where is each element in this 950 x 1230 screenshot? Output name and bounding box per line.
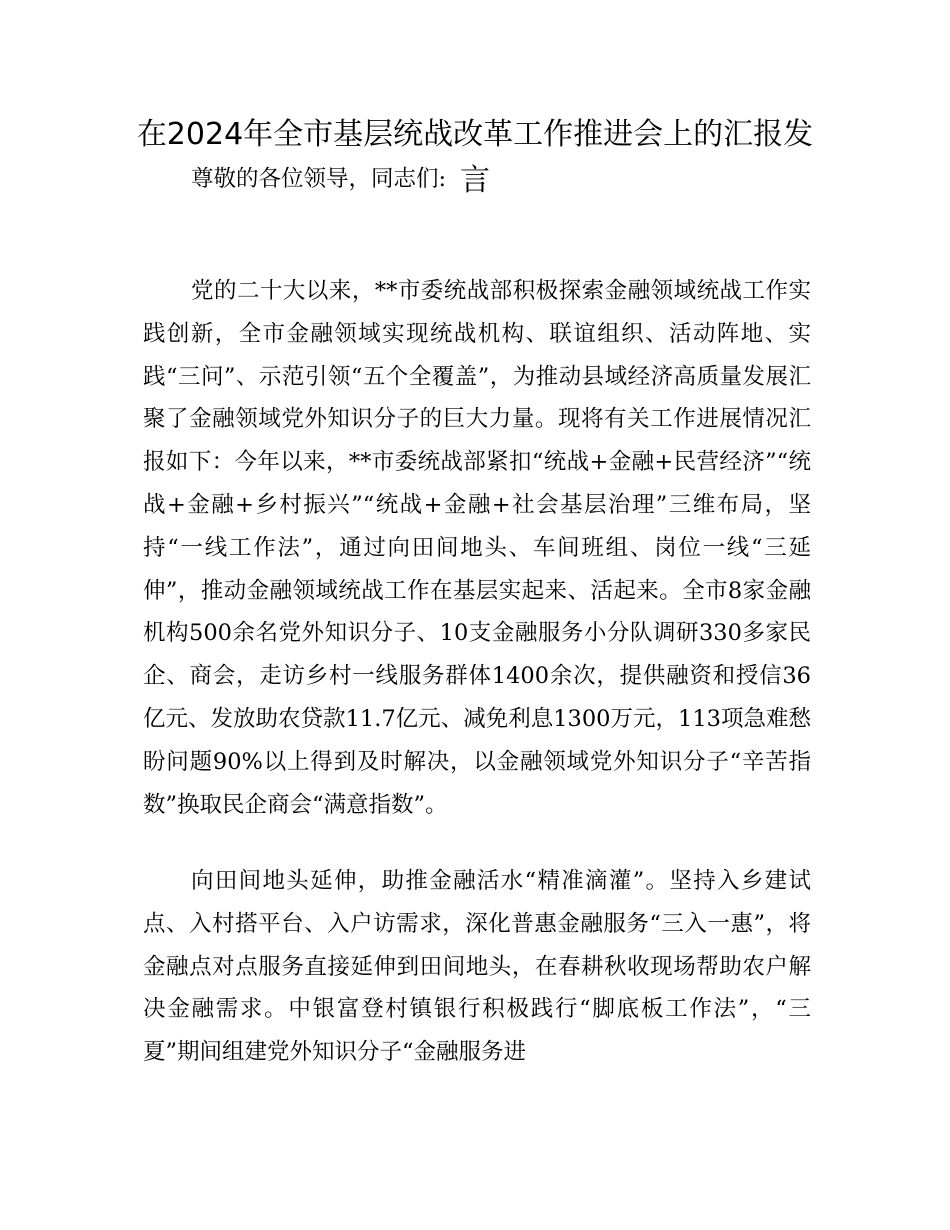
paragraph-2: 向田间地头延伸，助推金融活水“精准滴灌”。坚持入乡建试点、入村搭平台、入户访需求，深化普惠金融服务“三入一惠”，将金融点对点服务直接延伸到田间地头，在春耕秋收现场帮助农户解决金融需求。中银富登村镇银行积极践行“脚底板工作法”，“三夏”期间组建党外知识分子“金融服务进 — [143, 868, 811, 1066]
salutation: 尊敬的各位领导，同志们: — [191, 166, 447, 192]
document-title: 在2024年全市基层统战改革工作推进会上的汇报发言 — [136, 117, 814, 198]
paragraph-1: 党的二十大以来，**市委统战部积极探索金融领域统战工作实践创新，全市金融领域实现统战机构、联谊组织、活动阵地、实践“三问”、示范引领“五个全覆盖”，为推动县域经济高质量发展汇聚了金融领域党外知识分子的巨大力量。现将有关工作进展情况汇报如下：今年以来，**市委统战部紧扣“统战+金融+民营经济”“统战+金融+乡村振兴”“统战+金融+社会基层治理”三维布局，坚持“一线工作法”，通过向田间地头、车间班组、岗位一线“三延伸”，推动金融领域统战工作在基层实起来、活起来。全市8家金融机构500余名党外知识分子、10支金融服务小分队调研330多家民企、商会，走访乡村一线服务群体1400余次，提供融资和授信36亿元、发放助农贷款11.7亿元、减免利息1300万元，113项急难愁盼问题90%以上得到及时解决，以金融领域党外知识分子“辛苦指数”换取民企商会“满意指数”。 — [143, 278, 811, 818]
